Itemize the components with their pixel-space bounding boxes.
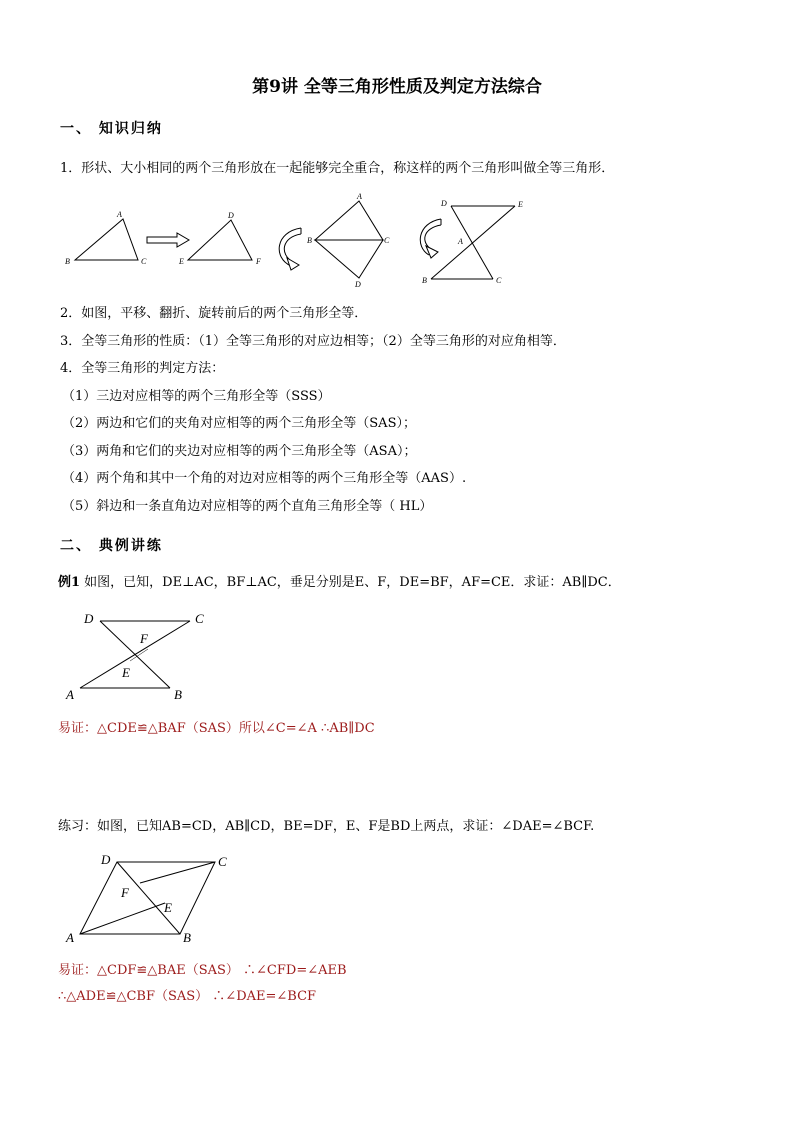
triangle-def — [188, 220, 252, 260]
example-1-text: 如图，已知，DE⊥AC，BF⊥AC，垂足分别是E、F，DE=BF，AF=CE．求证：AB∥DC． — [80, 575, 621, 590]
knowledge-item-3: 3．全等三角形的性质：（1）全等三角形的对应边相等；（2）全等三角形的对应角相等． — [60, 334, 566, 349]
method-hl: （5）斜边和一条直角边对应相等的两个直角三角形全等（ HL） — [62, 499, 433, 514]
page-title: 第9讲 全等三角形性质及判定方法综合 — [252, 77, 542, 97]
label-c1: C — [141, 257, 147, 266]
method-sss: （1）三边对应相等的两个三角形全等（SSS） — [62, 389, 331, 404]
label-d1: D — [228, 211, 234, 220]
practice-answer-line-2: ∴△ADE≌△CBF（SAS） ∴∠DAE=∠BCF — [58, 989, 317, 1004]
curved-arrow-icon — [287, 258, 299, 270]
label-a1: A — [117, 210, 122, 219]
label-b1: B — [65, 257, 70, 266]
label-b3: B — [422, 276, 427, 285]
section-heading-knowledge: 一、 知识归纳 — [60, 121, 163, 137]
pr-label-f: F — [121, 885, 129, 900]
knowledge-item-2: 2．如图，平移、翻折、旋转前后的两个三角形全等． — [60, 306, 368, 321]
section-heading-examples: 二、 典例讲练 — [60, 538, 163, 554]
parallelogram-abcd — [80, 862, 215, 934]
ex1-label-c: C — [195, 611, 204, 626]
label-d3: D — [441, 199, 447, 208]
ex1-label-a: A — [66, 687, 74, 702]
label-e1: E — [179, 257, 184, 266]
practice-figure — [60, 848, 240, 948]
label-f1: F — [256, 257, 261, 266]
pr-label-c: C — [218, 854, 227, 869]
example-1-answer: 易证：△CDE≌△BAF（SAS）所以∠C=∠A ∴AB∥DC — [58, 721, 375, 736]
label-c2: C — [384, 236, 390, 245]
label-e3: E — [518, 200, 523, 209]
practice-answer-line-1: 易证：△CDF≌△BAE（SAS） ∴∠CFD=∠AEB — [58, 963, 347, 978]
congruence-transformations-figure — [55, 192, 535, 294]
method-asa: （3）两角和它们的夹边对应相等的两个三角形全等（ASA）； — [62, 444, 417, 459]
example-1-statement — [58, 574, 621, 592]
triangle-abc — [75, 219, 138, 260]
ex1-label-b: B — [174, 687, 182, 702]
rotate-arrow-icon — [426, 246, 438, 258]
pr-label-a: A — [66, 930, 74, 945]
fold-triangle-bottom — [315, 240, 383, 278]
ex1-label-f: F — [140, 631, 148, 646]
knowledge-item-4: 4．全等三角形的判定方法： — [60, 361, 225, 376]
label-b2: B — [307, 236, 312, 245]
label-a3: A — [458, 237, 463, 246]
method-sas: （2）两边和它们的夹角对应相等的两个三角形全等（SAS）； — [62, 416, 416, 431]
pr-label-b: B — [183, 930, 191, 945]
fold-triangle-top — [315, 201, 383, 240]
knowledge-item-1: 1．形状、大小相同的两个三角形放在一起能够完全重合，称这样的两个三角形叫做全等三角形． — [60, 161, 615, 176]
method-aas: （4）两个角和其中一个角的对边对应相等的两个三角形全等（AAS）. — [62, 471, 467, 486]
translate-arrow-icon — [147, 233, 189, 247]
example-1-label: 例1 — [58, 575, 81, 590]
practice-statement: 练习：如图，已知AB=CD，AB∥CD，BE=DF，E、F是BD上两点，求证：∠DAE=∠BCF. — [58, 819, 595, 834]
label-a2: A — [357, 192, 362, 201]
pr-label-d: D — [101, 852, 111, 867]
pr-label-e: E — [164, 900, 172, 915]
example-1-figure — [60, 605, 210, 705]
ex1-label-e: E — [122, 665, 130, 680]
ex1-label-d: D — [84, 611, 94, 626]
label-d2: D — [355, 280, 361, 289]
label-c3: C — [496, 276, 502, 285]
